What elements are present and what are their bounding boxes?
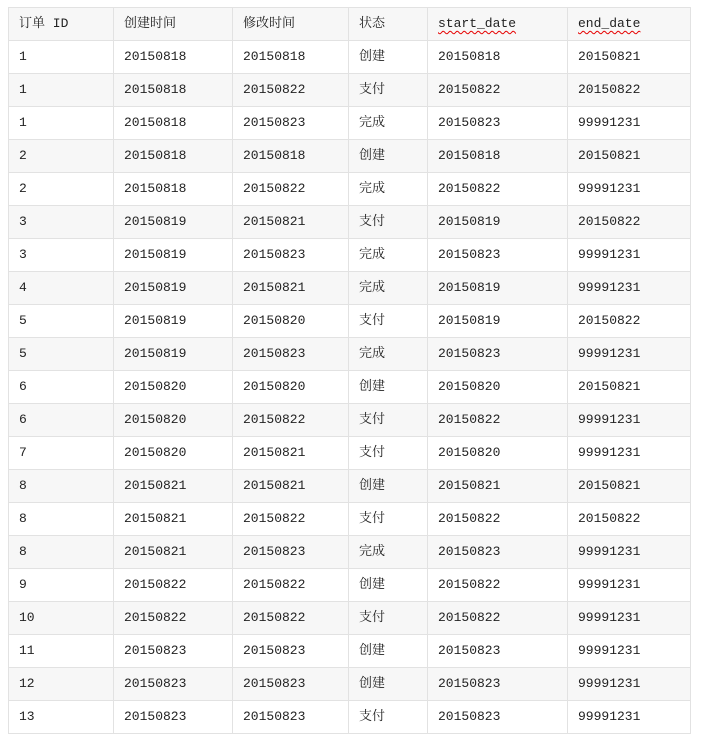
table-cell: 20150821 — [428, 470, 568, 503]
table-row — [9, 668, 691, 701]
table-cell: 20150823 — [233, 701, 349, 734]
table-cell: 20150819 — [114, 239, 233, 272]
table-cell: 20150822 — [428, 602, 568, 635]
table-cell: 5 — [9, 305, 114, 338]
table-row — [9, 74, 691, 107]
table-cell: 完成 — [349, 239, 428, 272]
table-cell: 20150821 — [233, 470, 349, 503]
table-cell: 99991231 — [568, 602, 691, 635]
table-cell: 20150823 — [114, 701, 233, 734]
table-cell: 20150821 — [233, 272, 349, 305]
table-row — [9, 470, 691, 503]
table-cell: 20150823 — [428, 239, 568, 272]
table-cell: 20150822 — [233, 74, 349, 107]
table-cell: 20150818 — [428, 41, 568, 74]
table-cell: 20150820 — [233, 305, 349, 338]
table-cell: 99991231 — [568, 338, 691, 371]
table-cell: 20150822 — [428, 74, 568, 107]
table-cell: 20150820 — [428, 371, 568, 404]
table-cell: 20150823 — [233, 635, 349, 668]
table-cell: 20150822 — [114, 569, 233, 602]
table-cell: 20150822 — [233, 569, 349, 602]
table-cell: 99991231 — [568, 668, 691, 701]
table-row — [9, 140, 691, 173]
table-cell: 20150818 — [114, 107, 233, 140]
table-cell: 20150822 — [428, 404, 568, 437]
table-cell: 支付 — [349, 701, 428, 734]
table-cell: 10 — [9, 602, 114, 635]
table-row — [9, 338, 691, 371]
table-cell: 支付 — [349, 74, 428, 107]
table-cell: 20150822 — [233, 404, 349, 437]
table-cell: 创建 — [349, 635, 428, 668]
table-row — [9, 371, 691, 404]
table-cell: 99991231 — [568, 701, 691, 734]
table-cell: 3 — [9, 206, 114, 239]
table-header-row — [9, 8, 691, 41]
table-cell: 9 — [9, 569, 114, 602]
table-cell: 2 — [9, 173, 114, 206]
table-row — [9, 305, 691, 338]
table-row — [9, 107, 691, 140]
column-header-label: start_date — [438, 16, 517, 31]
column-header-label: 修改时间 — [243, 16, 296, 31]
table-cell: 20150821 — [568, 470, 691, 503]
table-cell: 6 — [9, 404, 114, 437]
table-cell: 20150822 — [114, 602, 233, 635]
table-cell: 20150818 — [114, 140, 233, 173]
table-cell: 20150823 — [428, 635, 568, 668]
table-cell: 1 — [9, 107, 114, 140]
table-cell: 99991231 — [568, 536, 691, 569]
table-cell: 20150820 — [114, 371, 233, 404]
column-header-label: 状态 — [359, 16, 386, 31]
table-cell: 8 — [9, 536, 114, 569]
table-cell: 20150821 — [233, 206, 349, 239]
table-cell: 12 — [9, 668, 114, 701]
table-cell: 20150819 — [114, 338, 233, 371]
table-cell: 20150823 — [233, 668, 349, 701]
table-cell: 20150821 — [233, 437, 349, 470]
table-cell: 99991231 — [568, 173, 691, 206]
table-cell: 支付 — [349, 602, 428, 635]
table-cell: 8 — [9, 470, 114, 503]
table-cell: 20150822 — [233, 602, 349, 635]
table-cell: 20150822 — [568, 74, 691, 107]
table-cell: 20150821 — [114, 470, 233, 503]
table-cell: 8 — [9, 503, 114, 536]
table-cell: 完成 — [349, 173, 428, 206]
table-cell: 20150823 — [233, 536, 349, 569]
table-row — [9, 701, 691, 734]
table-cell: 支付 — [349, 437, 428, 470]
table-cell: 99991231 — [568, 437, 691, 470]
table-row — [9, 41, 691, 74]
table-row — [9, 503, 691, 536]
table-cell: 支付 — [349, 305, 428, 338]
table-cell: 完成 — [349, 107, 428, 140]
table-cell: 20150823 — [114, 635, 233, 668]
table-cell: 20150822 — [233, 173, 349, 206]
table-row — [9, 635, 691, 668]
table-cell: 20150821 — [568, 140, 691, 173]
table-cell: 20150823 — [428, 668, 568, 701]
table-cell: 20150821 — [114, 503, 233, 536]
table-row — [9, 173, 691, 206]
table-cell: 13 — [9, 701, 114, 734]
column-header — [114, 8, 233, 41]
table-row — [9, 239, 691, 272]
table-cell: 99991231 — [568, 239, 691, 272]
table-cell: 20150819 — [428, 305, 568, 338]
table-cell: 20150820 — [114, 437, 233, 470]
table-cell: 20150823 — [233, 107, 349, 140]
table-cell: 20150822 — [233, 503, 349, 536]
table-cell: 20150821 — [568, 41, 691, 74]
table-cell: 支付 — [349, 404, 428, 437]
table-cell: 1 — [9, 74, 114, 107]
table-cell: 20150822 — [428, 569, 568, 602]
column-header — [568, 8, 691, 41]
table-cell: 2 — [9, 140, 114, 173]
table-cell: 20150822 — [568, 206, 691, 239]
table-cell: 1 — [9, 41, 114, 74]
table-cell: 20150819 — [114, 206, 233, 239]
table-cell: 20150818 — [114, 74, 233, 107]
table-cell: 99991231 — [568, 635, 691, 668]
table-cell: 20150821 — [568, 371, 691, 404]
table-cell: 6 — [9, 371, 114, 404]
table-cell: 20150819 — [114, 305, 233, 338]
column-header — [9, 8, 114, 41]
table-cell: 99991231 — [568, 404, 691, 437]
table-row — [9, 206, 691, 239]
column-header-label: 创建时间 — [124, 16, 177, 31]
table-cell: 20150823 — [428, 338, 568, 371]
table-cell: 完成 — [349, 272, 428, 305]
table-row — [9, 536, 691, 569]
table-cell: 完成 — [349, 536, 428, 569]
table-cell: 20150818 — [114, 173, 233, 206]
table-cell: 完成 — [349, 338, 428, 371]
table-cell: 20150822 — [568, 503, 691, 536]
table-row — [9, 272, 691, 305]
table-cell: 5 — [9, 338, 114, 371]
table-cell: 20150819 — [428, 206, 568, 239]
table-cell: 创建 — [349, 41, 428, 74]
table-cell: 99991231 — [568, 569, 691, 602]
column-header-label: 订单 ID — [19, 16, 69, 31]
table-cell: 创建 — [349, 569, 428, 602]
table-cell: 99991231 — [568, 107, 691, 140]
table-cell: 20150822 — [428, 503, 568, 536]
table-cell: 20150820 — [428, 437, 568, 470]
table-cell: 20150822 — [428, 173, 568, 206]
table-cell: 20150819 — [428, 272, 568, 305]
table-cell: 20150823 — [233, 239, 349, 272]
table-cell: 20150823 — [233, 338, 349, 371]
table-cell: 20150820 — [114, 404, 233, 437]
table-cell: 20150818 — [428, 140, 568, 173]
table-row — [9, 404, 691, 437]
table-row — [9, 437, 691, 470]
table-cell: 创建 — [349, 140, 428, 173]
table-row — [9, 602, 691, 635]
table-cell: 支付 — [349, 503, 428, 536]
table-cell: 创建 — [349, 470, 428, 503]
table-cell: 20150823 — [114, 668, 233, 701]
column-header-label: end_date — [578, 16, 641, 31]
table-cell: 20150822 — [568, 305, 691, 338]
table-cell: 3 — [9, 239, 114, 272]
column-header — [428, 8, 568, 41]
table-cell: 20150818 — [233, 140, 349, 173]
table-cell: 99991231 — [568, 272, 691, 305]
table-cell: 11 — [9, 635, 114, 668]
table-cell: 20150821 — [114, 536, 233, 569]
column-header — [233, 8, 349, 41]
table-cell: 20150820 — [233, 371, 349, 404]
table-cell: 创建 — [349, 668, 428, 701]
table-cell: 7 — [9, 437, 114, 470]
table-cell: 4 — [9, 272, 114, 305]
table-row — [9, 569, 691, 602]
table-cell: 支付 — [349, 206, 428, 239]
table-cell: 20150823 — [428, 701, 568, 734]
table-cell: 创建 — [349, 371, 428, 404]
table-cell: 20150818 — [233, 41, 349, 74]
table-cell: 20150823 — [428, 536, 568, 569]
orders-table — [8, 7, 691, 734]
column-header — [349, 8, 428, 41]
table-cell: 20150818 — [114, 41, 233, 74]
table-cell: 20150819 — [114, 272, 233, 305]
table-cell: 20150823 — [428, 107, 568, 140]
orders-table-body — [9, 41, 691, 734]
